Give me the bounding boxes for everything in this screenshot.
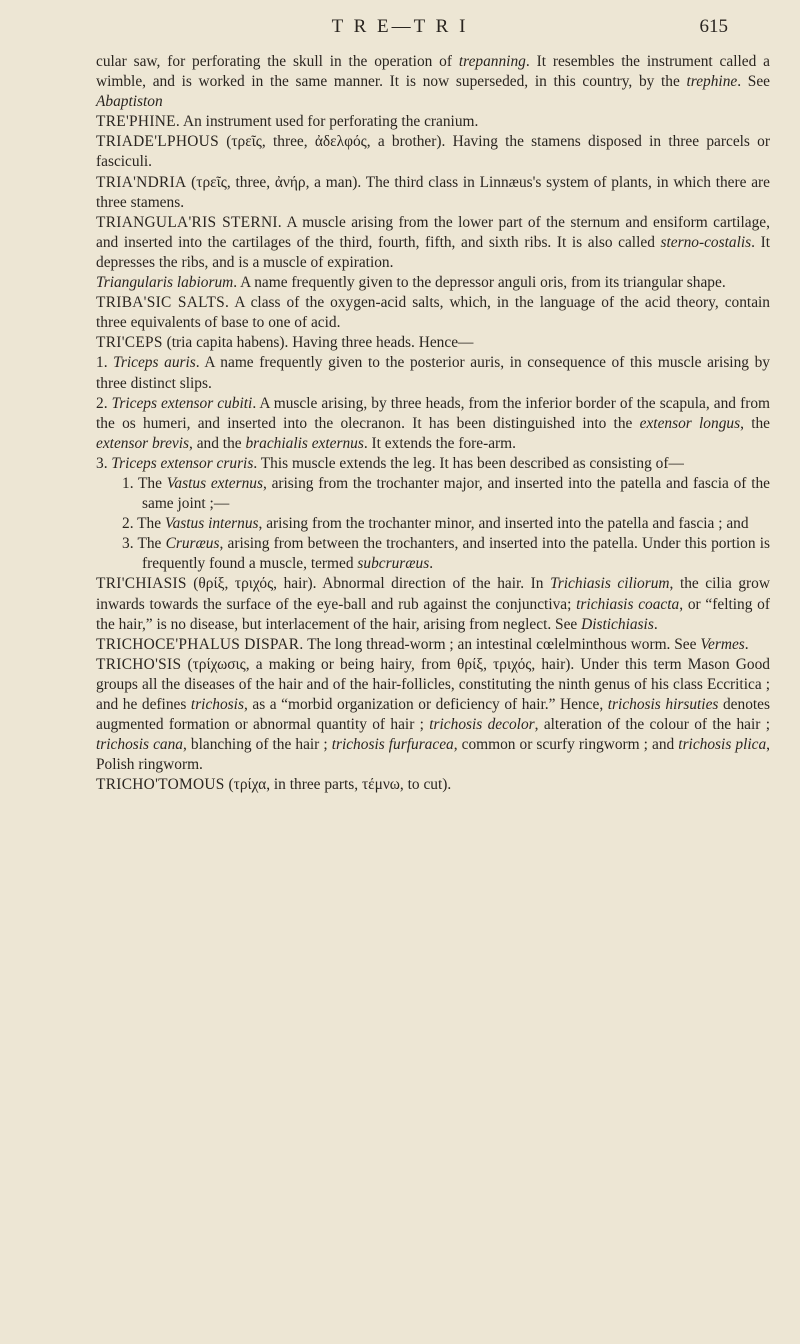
entry-text: 2. The: [122, 515, 165, 533]
entry-paragraph: [96, 112, 770, 132]
entry-paragraph: [96, 273, 770, 293]
entry-text: . A name frequently given to the depressor anguli oris, from its triangular shape.: [233, 274, 726, 292]
entry-paragraph: [96, 635, 770, 655]
page-number: 615: [699, 16, 728, 37]
entry-text: . It resembles the instrument called a wimble, and is worked in the same manner. It is now superseded, in this country, by the: [96, 53, 770, 91]
headword: TRICHO'SIS: [96, 655, 182, 673]
italic-term: Cruræus: [165, 535, 220, 553]
italic-term: trichosis hirsuties: [607, 696, 719, 713]
entry-text: , alteration of the colour of the hair ;: [534, 716, 771, 734]
entry-text: . A muscle arising, by three heads, from the inferior border of the scapula, and from the os humeri, and inserted into the olecranon. It has been distinguished into the: [96, 394, 770, 432]
headword: TRIA'NDRIA: [96, 173, 187, 191]
italic-term: Triangularis labiorum: [96, 274, 234, 292]
entry-text: , Polish ringworm.: [96, 736, 771, 774]
entry-paragraph: [96, 333, 770, 353]
italic-term: trichosis furfuracea: [331, 736, 454, 754]
entry-text: , common or scurfy ringworm ; and: [453, 736, 679, 754]
entry-text: . This muscle extends the leg. It has been described as consisting of—: [253, 454, 684, 472]
entry-text: , arising from the trochanter minor, and inserted into the patella and fascia ; and: [258, 515, 749, 533]
entry-paragraph: [96, 132, 770, 172]
entry-text: , or “felting of the hair,” is no disease, but interlacement of the hair, arising from neglect. See: [96, 595, 770, 633]
entry-text: , as a “morbid organization or deficiency of hair.” Hence,: [243, 696, 608, 713]
headword: TRI'CEPS: [96, 334, 163, 352]
headword: TRICHOCE'PHALUS DISPAR.: [96, 635, 304, 653]
entry-paragraph: [96, 353, 770, 393]
entry-text: 3.: [96, 454, 112, 472]
entry-text: .: [429, 555, 434, 573]
headword: TRIADE'LPHOUS: [96, 133, 219, 151]
italic-term: trepanning: [458, 53, 526, 70]
entry-paragraph: [96, 574, 770, 634]
entry-paragraph: [96, 514, 770, 534]
entry-text-column: [96, 52, 770, 795]
italic-term: Trichiasis ciliorum: [550, 575, 670, 593]
entry-paragraph: [96, 213, 770, 273]
running-header: [0, 10, 800, 44]
italic-term: trichiasis coacta: [576, 595, 680, 613]
entry-text: .: [744, 635, 749, 653]
entry-text: , the cilia grow inwards towards the surface of the eye-ball and rub against the conjunctiva;: [96, 575, 770, 613]
italic-term: sterno-costalis: [660, 233, 752, 251]
entry-paragraph: [96, 775, 770, 795]
entry-paragraph: [96, 474, 770, 514]
entry-text: 1. The: [122, 474, 167, 492]
italic-term: trichosis cana: [96, 736, 183, 754]
entry-paragraph: [96, 454, 770, 474]
headword: TRICHO'TOMOUS: [96, 776, 225, 794]
italic-term: subcruræus: [357, 555, 430, 573]
headword: TRI'CHIASIS: [96, 575, 187, 593]
entry-text: (τρεῖς, three, ἀδελφός, a brother). Having the stamens disposed in three parcels or fasciculi.: [96, 133, 770, 171]
entry-text: , arising from the trochanter major, and inserted into the patella and fascia of the same joint ;—: [142, 474, 770, 513]
entry-text: (τρίχα, in three parts, τέμνω, to cut).: [224, 776, 452, 794]
entry-text: A muscle arising from the lower part of the sternum and ensiform cartilage, and inserted into the cartilages of the third, fourth, fifth, and sixth ribs. It is also called: [96, 213, 770, 251]
entry-text: , the: [740, 414, 770, 432]
italic-term: Vastus internus: [164, 515, 259, 533]
entry-paragraph: [96, 655, 770, 776]
entry-text: . It depresses the ribs, and is a muscle of expiration.: [96, 233, 770, 271]
italic-term: Triceps extensor cruris: [111, 454, 254, 472]
headword: TRIBA'SIC SALTS.: [96, 294, 230, 312]
italic-term: extensor longus: [639, 414, 741, 432]
italic-term: Distichiasis: [581, 615, 654, 633]
entry-text: (tria capita habens). Having three heads. Hence—: [162, 334, 474, 352]
entry-text: . See: [737, 73, 770, 91]
italic-term: Triceps extensor cubiti: [111, 394, 253, 412]
entry-paragraph: [96, 394, 770, 454]
headword: TRIANGULA'RIS STERNI.: [96, 213, 282, 231]
italic-term: Vermes: [700, 635, 745, 653]
entry-text: , arising from between the trochanters, and inserted into the patella. Under this portion is frequently found a muscle, termed: [142, 535, 771, 573]
entry-text: 3. The: [122, 535, 166, 553]
entry-paragraph: [96, 293, 770, 333]
entry-text: A class of the oxygen-acid salts, which, in the language of the acid theory, contain three equivalents of base to one of acid.: [96, 294, 770, 332]
entry-text: 1.: [96, 354, 114, 372]
running-title: T R E—T R I: [331, 16, 469, 37]
entry-text: 2.: [96, 394, 112, 412]
entry-text: The long thread-worm ; an intestinal cœlelminthous worm. See: [303, 635, 701, 653]
entry-text: (τρεῖς, three, ἀνήρ, a man). The third class in Linnæus's system of plants, in which there are three stamens.: [96, 173, 770, 211]
entry-text: (θρίξ, τριχός, hair). Abnormal direction of the hair. In: [186, 575, 551, 593]
italic-term: trephine: [686, 73, 738, 91]
entry-text: , and the: [189, 434, 246, 452]
italic-term: Triceps auris: [113, 354, 196, 372]
entry-paragraph: [96, 534, 770, 574]
italic-term: trichosis plica: [678, 736, 767, 754]
entry-text: .: [653, 615, 658, 633]
entry-text: (τρίχωσις, a making or being hairy, from θρίξ, τριχός, hair). Under this term Mason Good groups all the diseases of the hair and of the hair-follicles, constituting the ninth genus of his class Eccritica ; and he defines: [96, 655, 770, 713]
italic-term: brachialis externus: [245, 434, 364, 452]
italic-term: Abaptiston: [96, 93, 163, 111]
italic-term: Vastus externus: [166, 474, 263, 492]
entry-paragraph: [96, 52, 770, 112]
entry-text: An instrument used for perforating the cranium.: [180, 113, 479, 131]
entry-text: denotes augmented formation or abnormal quantity of hair ;: [96, 696, 770, 734]
italic-term: extensor brevis: [96, 434, 190, 452]
entry-text: . It extends the fore-arm.: [363, 434, 516, 452]
headword: TRE'PHINE.: [96, 113, 181, 131]
entry-text: cular saw, for perforating the skull in the operation of: [96, 53, 459, 70]
entry-text: . A name frequently given to the posterior auris, in consequence of this muscle arising by three distinct slips.: [96, 354, 770, 392]
entry-text: , blanching of the hair ;: [183, 736, 332, 754]
italic-term: trichosis decolor: [429, 716, 535, 734]
italic-term: trichosis: [190, 696, 244, 713]
entry-paragraph: [96, 173, 770, 213]
